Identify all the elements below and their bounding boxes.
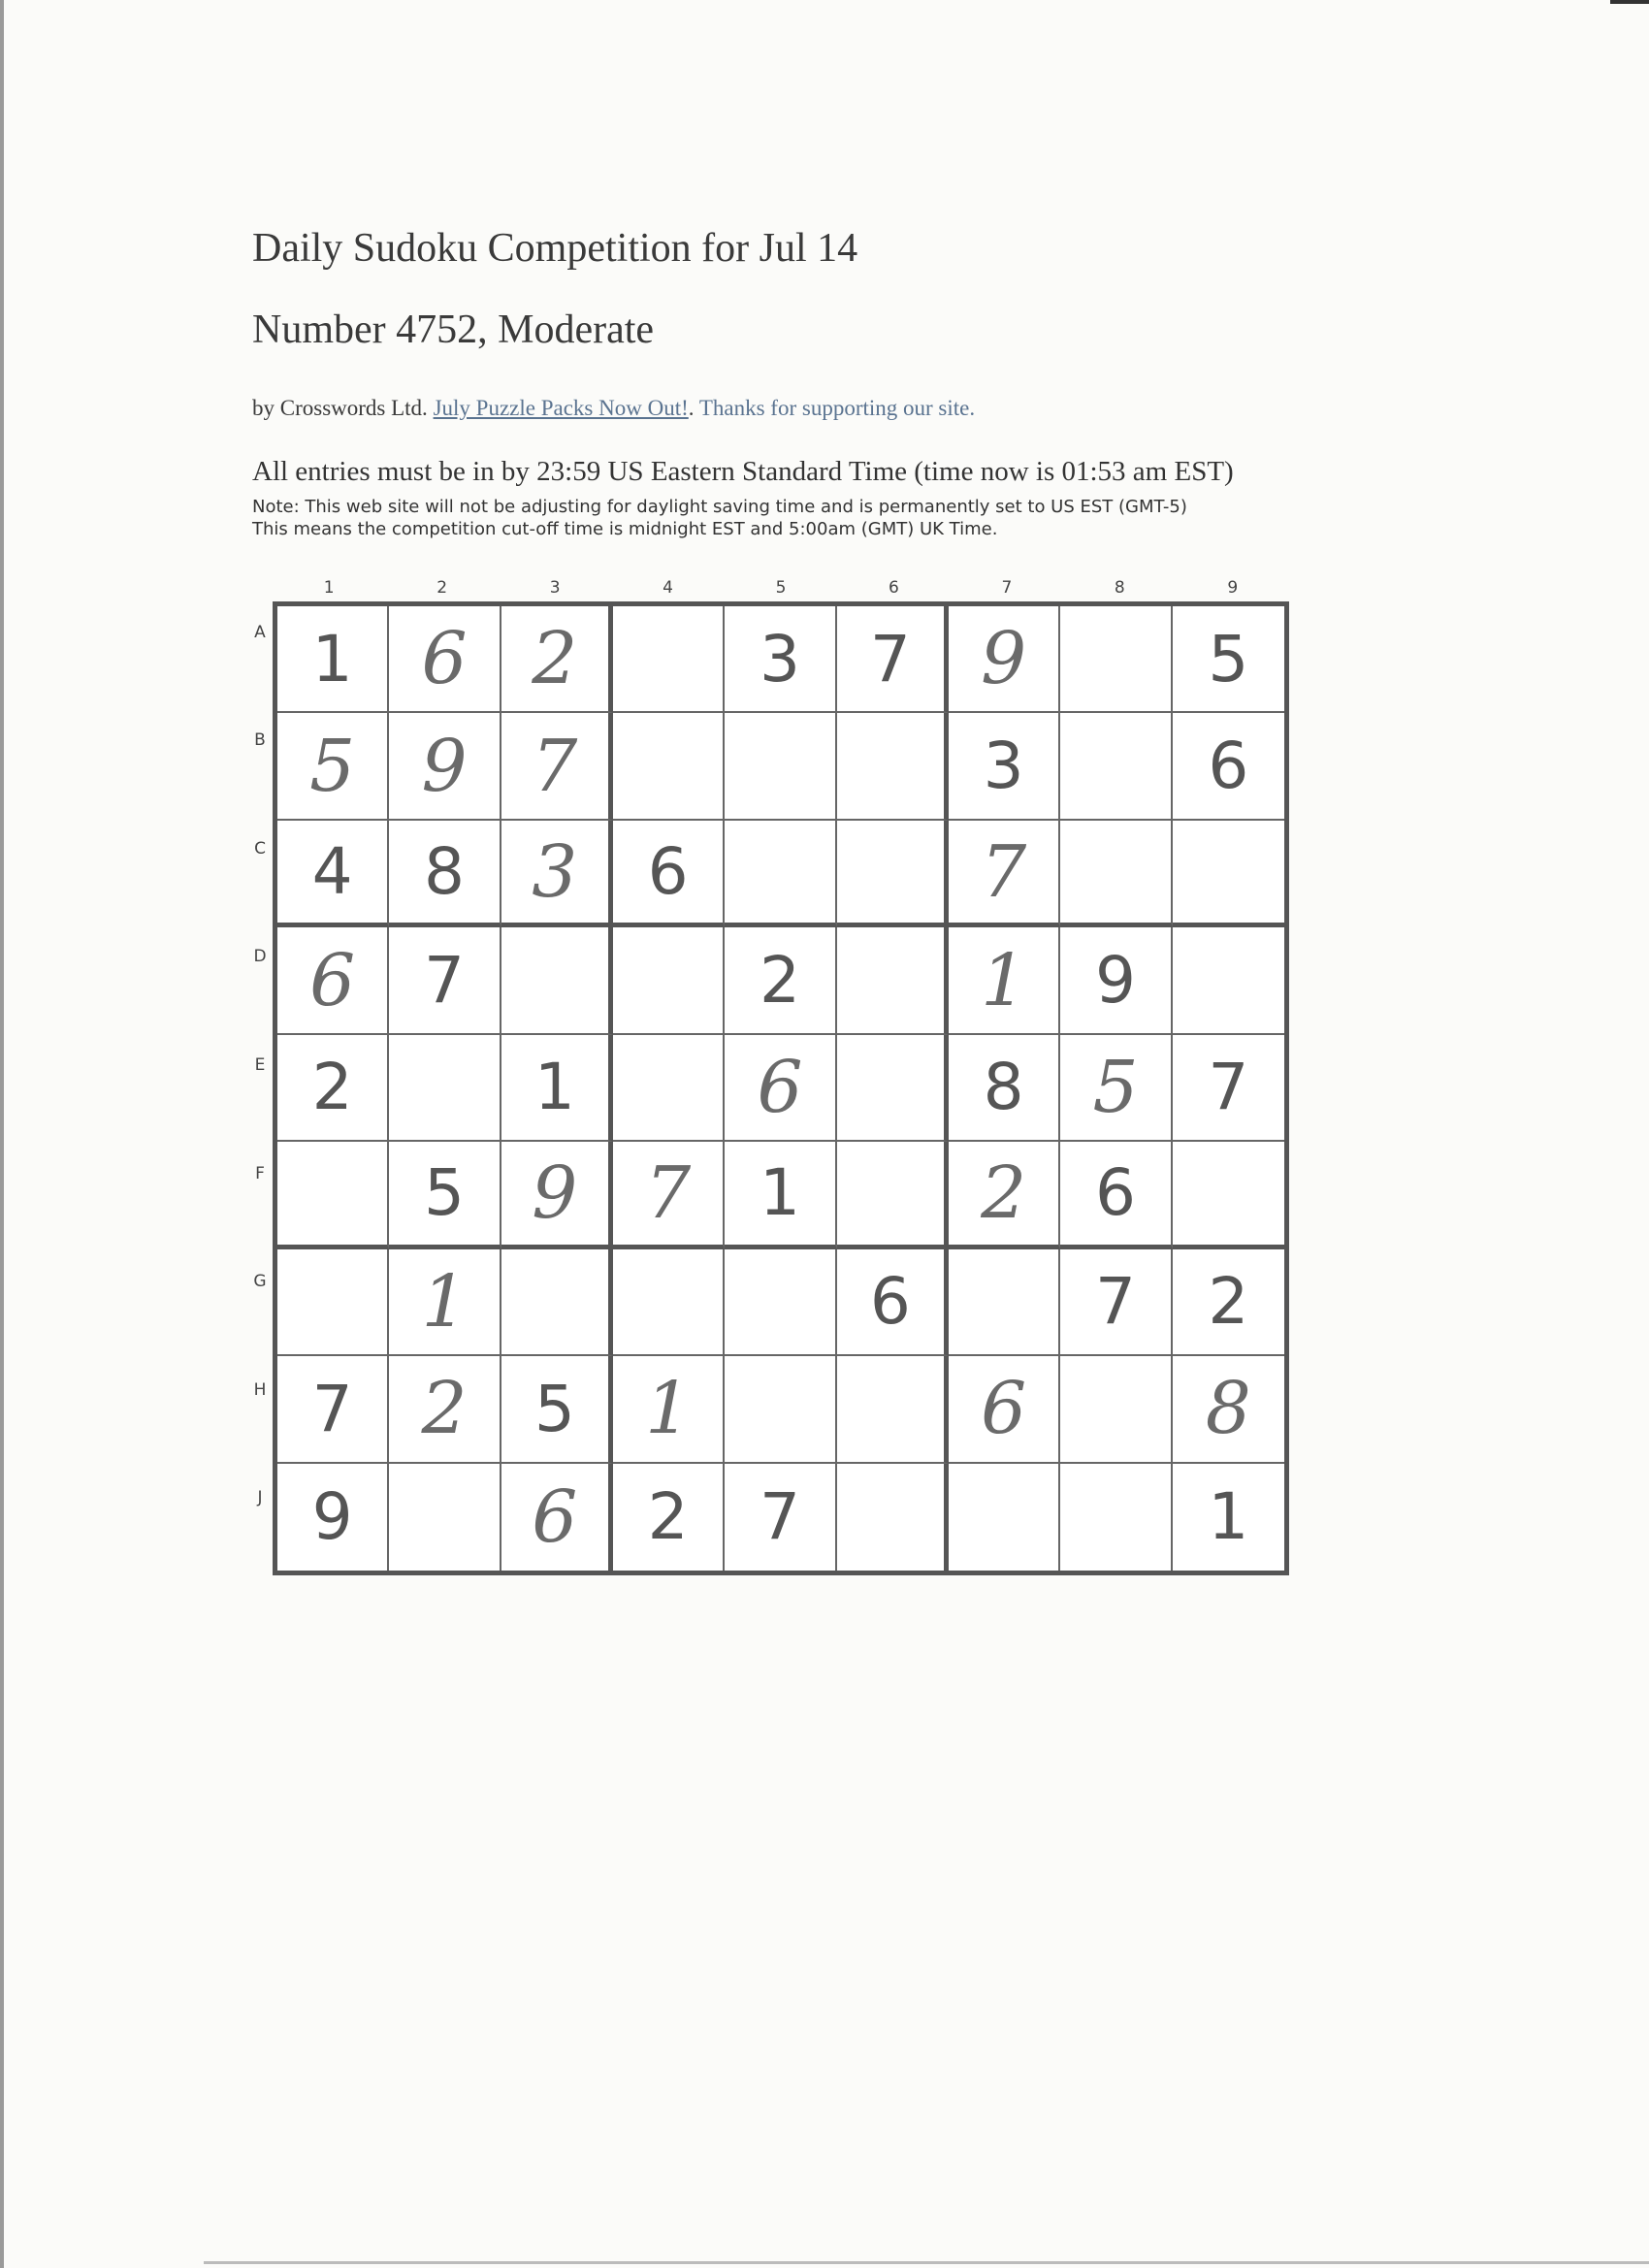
- column-label: 2: [436, 578, 448, 598]
- page-title: Daily Sudoku Competition for Jul 14: [252, 226, 858, 271]
- row-label: E: [254, 1055, 266, 1075]
- handwritten-entry-cell[interactable]: 9: [389, 713, 501, 820]
- empty-cell[interactable]: [1060, 821, 1172, 927]
- given-digit-cell: 6: [1173, 713, 1284, 820]
- given-digit-cell: 6: [613, 821, 725, 927]
- empty-cell[interactable]: [1173, 1142, 1284, 1248]
- empty-cell[interactable]: [613, 1249, 725, 1356]
- empty-cell[interactable]: [949, 1249, 1060, 1356]
- given-digit-cell: 1: [501, 1035, 613, 1142]
- handwritten-entry-cell[interactable]: 7: [501, 713, 613, 820]
- given-digit-cell: 2: [725, 927, 836, 1034]
- row-label: B: [254, 730, 266, 751]
- empty-cell[interactable]: [389, 1035, 501, 1142]
- scan-edge-bottom: [204, 2261, 1649, 2264]
- empty-cell[interactable]: [501, 1249, 613, 1356]
- given-digit-cell: 3: [949, 713, 1060, 820]
- given-digit-cell: 7: [277, 1356, 389, 1463]
- given-digit-cell: 7: [1060, 1249, 1172, 1356]
- row-label: J: [257, 1488, 263, 1508]
- empty-cell[interactable]: [837, 713, 949, 820]
- handwritten-entry-cell[interactable]: 6: [389, 606, 501, 713]
- given-digit-cell: 2: [613, 1464, 725, 1571]
- handwritten-entry-cell[interactable]: 6: [949, 1356, 1060, 1463]
- handwritten-entry-cell[interactable]: 2: [949, 1142, 1060, 1248]
- given-digit-cell: 7: [389, 927, 501, 1034]
- scan-edge-top: [1610, 0, 1649, 4]
- given-digit-cell: 8: [389, 821, 501, 927]
- column-label: 1: [323, 578, 335, 598]
- handwritten-entry-cell[interactable]: 1: [613, 1356, 725, 1463]
- empty-cell[interactable]: [1060, 1356, 1172, 1463]
- given-digit-cell: 4: [277, 821, 389, 927]
- handwritten-entry-cell[interactable]: 5: [1060, 1035, 1172, 1142]
- handwritten-entry-cell[interactable]: 9: [949, 606, 1060, 713]
- column-label: 3: [549, 578, 561, 598]
- given-digit-cell: 9: [277, 1464, 389, 1571]
- row-label: H: [253, 1379, 267, 1400]
- given-digit-cell: 2: [277, 1035, 389, 1142]
- empty-cell[interactable]: [613, 1035, 725, 1142]
- empty-cell[interactable]: [837, 821, 949, 927]
- given-digit-cell: 3: [725, 606, 836, 713]
- given-digit-cell: 8: [949, 1035, 1060, 1142]
- puzzle-packs-link[interactable]: July Puzzle Packs Now Out!: [433, 396, 689, 420]
- row-label: C: [254, 838, 266, 859]
- empty-cell[interactable]: [837, 927, 949, 1034]
- row-label: F: [255, 1163, 265, 1183]
- handwritten-entry-cell[interactable]: 1: [949, 927, 1060, 1034]
- given-digit-cell: 6: [837, 1249, 949, 1356]
- thanks-text: Thanks for supporting our site.: [698, 396, 976, 420]
- deadline-text: All entries must be in by 23:59 US Eastern Standard Time (time now is 01:53 am EST): [252, 456, 1234, 487]
- empty-cell[interactable]: [949, 1464, 1060, 1571]
- given-digit-cell: 7: [1173, 1035, 1284, 1142]
- handwritten-entry-cell[interactable]: 5: [277, 713, 389, 820]
- given-digit-cell: 7: [837, 606, 949, 713]
- link-suffix: .: [688, 396, 695, 420]
- empty-cell[interactable]: [277, 1142, 389, 1248]
- handwritten-entry-cell[interactable]: 8: [1173, 1356, 1284, 1463]
- empty-cell[interactable]: [501, 927, 613, 1034]
- given-digit-cell: 7: [725, 1464, 836, 1571]
- given-digit-cell: 1: [1208, 1479, 1249, 1555]
- empty-cell[interactable]: [1060, 713, 1172, 820]
- handwritten-entry-cell[interactable]: 6: [501, 1464, 613, 1571]
- given-digit-cell: 5: [389, 1142, 501, 1248]
- handwritten-entry-cell[interactable]: 6: [725, 1035, 836, 1142]
- scan-edge-left: [0, 0, 4, 2268]
- empty-cell[interactable]: [1060, 606, 1172, 713]
- empty-cell[interactable]: [613, 713, 725, 820]
- row-label: A: [254, 622, 266, 642]
- handwritten-entry-cell[interactable]: 7: [949, 821, 1060, 927]
- handwritten-entry-cell[interactable]: 6: [277, 927, 389, 1034]
- handwritten-entry-cell[interactable]: 2: [389, 1356, 501, 1463]
- given-digit-cell: 9: [1060, 927, 1172, 1034]
- column-label: 7: [1001, 578, 1013, 598]
- empty-cell[interactable]: [725, 821, 836, 927]
- row-label: G: [253, 1272, 267, 1292]
- given-digit-cell: 2: [1173, 1249, 1284, 1356]
- empty-cell[interactable]: [725, 713, 836, 820]
- empty-cell[interactable]: [1173, 821, 1284, 927]
- handwritten-entry-cell[interactable]: 3: [501, 821, 613, 927]
- empty-cell[interactable]: [837, 1356, 949, 1463]
- sudoku-grid: [273, 601, 1289, 1575]
- handwritten-entry-cell[interactable]: 1: [389, 1249, 501, 1356]
- byline: [252, 396, 975, 421]
- column-label: 5: [775, 578, 787, 598]
- note-line-2: This means the competition cut-off time is midnight EST and 5:00am (GMT) UK Time.: [252, 519, 998, 539]
- empty-cell[interactable]: [1173, 927, 1284, 1034]
- given-digit-cell: 6: [1060, 1142, 1172, 1248]
- empty-cell[interactable]: [389, 1464, 501, 1571]
- column-label: 8: [1114, 578, 1125, 598]
- empty-cell[interactable]: [837, 1142, 949, 1248]
- empty-cell[interactable]: [1060, 1464, 1172, 1571]
- puzzle-number: Number 4752, Moderate: [252, 308, 655, 352]
- empty-cell[interactable]: [725, 1356, 836, 1463]
- handwritten-entry-cell[interactable]: 2: [501, 606, 613, 713]
- empty-cell[interactable]: [837, 1035, 949, 1142]
- row-label: D: [253, 947, 267, 967]
- empty-cell[interactable]: [613, 927, 725, 1034]
- column-label: 9: [1227, 578, 1239, 598]
- given-digit-cell: 5: [1173, 606, 1284, 713]
- byline-author: by Crosswords Ltd.: [252, 396, 428, 420]
- empty-cell[interactable]: [837, 1464, 949, 1571]
- empty-cell[interactable]: [725, 1249, 836, 1356]
- empty-cell[interactable]: [613, 606, 725, 713]
- column-label: 6: [889, 578, 899, 598]
- note-line-1: Note: This web site will not be adjusting for daylight saving time and is permanently set to US EST (GMT-5): [252, 497, 1187, 517]
- empty-cell[interactable]: [277, 1249, 389, 1356]
- column-label: 4: [663, 578, 673, 598]
- given-digit-cell: 5: [501, 1356, 613, 1463]
- handwritten-entry-cell[interactable]: 9: [501, 1142, 613, 1248]
- handwritten-entry-cell[interactable]: 7: [613, 1142, 725, 1248]
- given-digit-cell: 1: [277, 606, 389, 713]
- given-digit-cell: 1: [725, 1142, 836, 1248]
